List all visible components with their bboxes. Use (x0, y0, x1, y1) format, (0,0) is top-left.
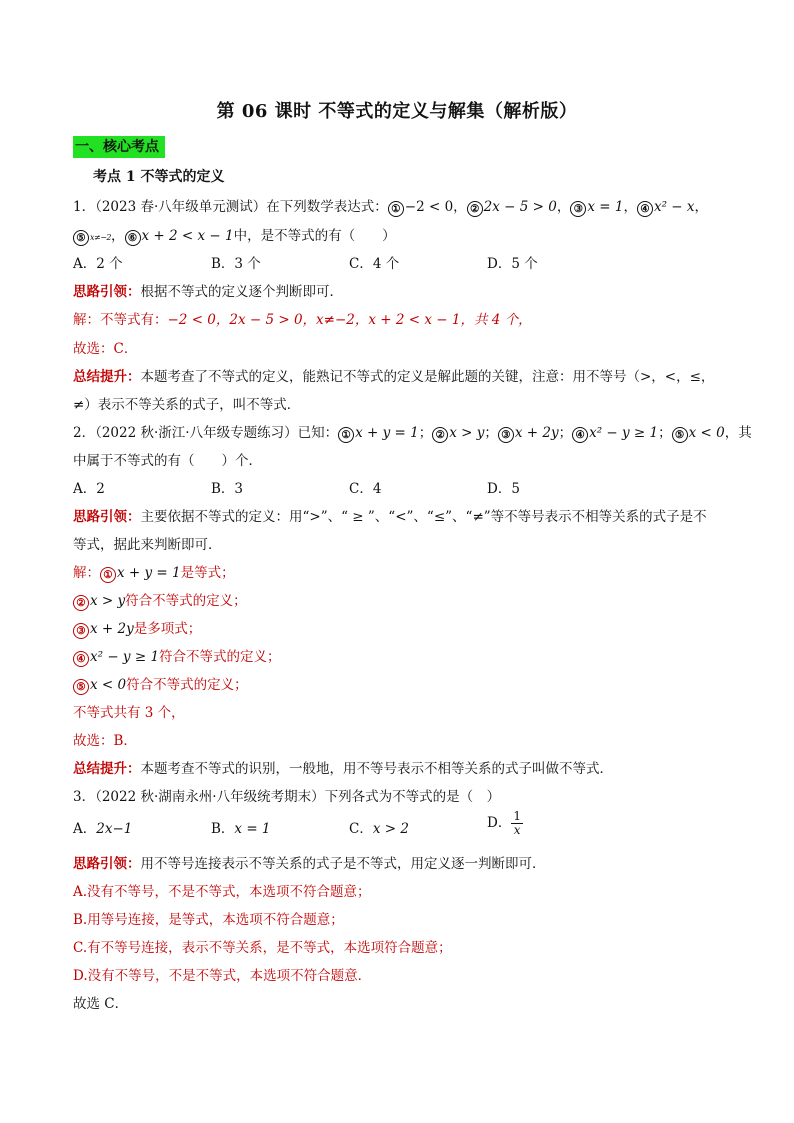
section-heading: 一、核心考点 (73, 136, 165, 158)
q3-option-a-expr: 2x−1 (96, 821, 133, 837)
q3-sol-a: A.没有不等号，不是不等式，本选项不符合题意； (73, 884, 371, 900)
q1-stem-line2: ⑤ x≠−2， ⑥ x + 2 < x − 1中，是不等式的有（ ） (73, 227, 396, 247)
q1-sol-label: 解： (73, 312, 100, 328)
q1-option-c: C．4 个 (349, 256, 400, 272)
q2-summary-label: 总结提升： (73, 761, 141, 777)
q2-e5: x < 0 (688, 425, 725, 441)
q2-answer-value: B． (113, 733, 137, 749)
q3-hint-text: 用不等号连接表示不等关系的式子是不等式，用定义逐一判断即可． (140, 856, 546, 872)
q1-summary-1 (73, 368, 714, 386)
q1-stem-line1: 1．（2023 春·八年级单元测试）在下列数学表达式： ① −2 < 0， ② 2x − 5 > 0， ③ x = 1， ④ x² − x， (73, 199, 708, 215)
q2-stem-line2: 中属于不等式的有（ ）个． (73, 453, 262, 469)
q2-option-a: A．2 (73, 481, 105, 497)
q2-s5-tail: 符合不等式的定义； (126, 677, 248, 693)
q1-hint (73, 283, 343, 301)
fraction-numerator: 1 (513, 809, 521, 823)
q1-stem-prefix: 1．（2023 春·八年级单元测试）在下列数学表达式： (73, 199, 388, 215)
q2-summary-text: 本题考查不等式的识别，一般地，用不等号表示不相等关系的式子叫做不等式． (140, 761, 613, 777)
circle-3: ③ (570, 201, 586, 217)
q2-sol-5 (73, 676, 248, 695)
q3-option-c (349, 820, 409, 838)
q2-s5-expr: x < 0 (90, 677, 127, 693)
q2-sol-3 (73, 620, 201, 639)
q3-option-b-expr: x = 1 (234, 821, 271, 837)
q1-e4: x² − x (653, 199, 695, 215)
q2-sol-label: 解： (73, 565, 100, 581)
q1-option-b: B．3 个 (211, 256, 261, 272)
page-title: 第 06 课时 不等式的定义与解集（解析版） (216, 101, 578, 122)
q2-hint-label: 思路引领： (73, 509, 141, 525)
kaodian-heading: 考点 1 不等式的定义 (93, 169, 225, 185)
q2-option-b: B．3 (211, 481, 244, 497)
q1-answer (73, 340, 137, 358)
q1-e1: −2 < 0 (404, 199, 454, 215)
q1-answer-label: 故选： (73, 341, 114, 357)
q2-option-c: C．4 (349, 481, 382, 497)
q3-sol-d: D.没有不等号，不是不等式，本选项不符合题意． (73, 968, 372, 984)
q1-option-a: A．2 个 (73, 256, 123, 272)
q2-hint-2: 等式，据此来判断即可． (73, 537, 222, 553)
q2-sol-2 (73, 592, 247, 611)
circle-1: ① (100, 567, 116, 583)
q2-s2-expr: x > y (90, 593, 126, 609)
q1-e3: x = 1 (587, 199, 624, 215)
q1-option-d: D．5 个 (487, 256, 538, 272)
q1-e5: x≠−2 (90, 233, 112, 242)
q2-e1: x + y = 1 (355, 425, 419, 441)
q2-sol-1 (73, 564, 235, 583)
circle-6: ⑥ (125, 230, 141, 246)
q2-e4: x² − y ≥ 1 (589, 425, 659, 441)
q1-summary-label: 总结提升： (73, 369, 141, 385)
q3-option-d (487, 810, 523, 837)
circle-1: ① (338, 427, 354, 443)
q2-s3-expr: x + 2y (90, 621, 134, 637)
q2-s4-expr: x² − y ≥ 1 (90, 649, 160, 665)
q2-s1-expr: x + y = 1 (117, 565, 181, 581)
q2-stem-line1: 2．（2022 秋·浙江·八年级专题练习）已知： ① x + y = 1； ② x > y； ③ x + 2y； ④ x² − y ≥ 1； ⑤ x < 0，其 (73, 425, 752, 441)
q3-option-c-label: C． (349, 821, 373, 837)
q3-option-a (73, 820, 132, 838)
q2-s1-tail: 是等式； (180, 565, 235, 581)
q2-hint-1 (73, 508, 707, 526)
circle-5: ⑤ (73, 679, 89, 695)
circle-1: ① (388, 201, 404, 217)
q3-option-b-label: B． (211, 821, 235, 837)
q2-answer (73, 732, 137, 750)
q2-sol-4 (73, 648, 281, 667)
circle-3: ③ (498, 427, 514, 443)
q1-e2: 2x − 5 > 0 (483, 199, 557, 215)
q3-option-b (211, 820, 271, 838)
q2-s3-tail: 是多项式； (133, 621, 202, 637)
q2-hint-text-1: 主要依据不等式的定义：用“>”、“ ≥ ”、“<”、“≤”、“≠”等不等号表示不相等关系的式子是不 (140, 509, 707, 525)
q1-solution (73, 311, 532, 329)
q2-s2-tail: 符合不等式的定义； (125, 593, 247, 609)
circle-2: ② (73, 595, 89, 611)
q2-option-d: D．5 (487, 481, 520, 497)
q1-summary-text-1: 本题考查了不等式的定义，能熟记不等式的定义是解此题的关键，注意：用不等号（>，<，≤， (140, 369, 715, 385)
circle-5: ⑤ (73, 230, 89, 246)
circle-4: ④ (637, 201, 653, 217)
q2-e2: x > y (449, 425, 485, 441)
q3-option-c-expr: x > 2 (372, 821, 409, 837)
q3-hint-label: 思路引领： (73, 856, 141, 872)
circle-3: ③ (73, 623, 89, 639)
q3-answer: 故选 C． (73, 996, 129, 1012)
q3-hint (73, 855, 546, 873)
q1-answer-value: C． (113, 341, 138, 357)
q1-e6: x + 2 < x − 1 (141, 228, 234, 244)
q2-stem-prefix: 2．（2022 秋·浙江·八年级专题练习）已知： (73, 425, 339, 441)
q3-option-d-fraction (511, 810, 523, 837)
q2-count: 不等式共有 3 个， (73, 705, 185, 721)
q2-e3: x + 2y (514, 425, 559, 441)
q1-summary-2: ≠）表示不等关系的式子，叫不等式． (73, 397, 301, 413)
circle-4: ④ (572, 427, 588, 443)
q1-stem-suffix: 中，是不等式的有（ ） (233, 228, 396, 244)
q2-summary (73, 760, 613, 778)
q3-option-d-label: D． (487, 815, 512, 831)
q3-option-a-label: A． (73, 821, 97, 837)
circle-5: ⑤ (672, 427, 688, 443)
q3-stem: 3．（2022 秋·湖南永州·八年级统考期末）下列各式为不等式的是（ ） (73, 789, 501, 805)
q2-stem-suffix: ，其 (724, 425, 752, 441)
q1-hint-label: 思路引领： (73, 284, 141, 300)
q2-answer-label: 故选： (73, 733, 114, 749)
q3-sol-b: B.用等号连接，是等式，本选项不符合题意； (73, 912, 344, 928)
circle-4: ④ (73, 651, 89, 667)
q1-sol-list: −2 < 0，2x − 5 > 0，x≠−2，x + 2 < x − 1，共 4 个， (167, 312, 532, 328)
q2-s4-tail: 符合不等式的定义； (159, 649, 281, 665)
q3-sol-c: C.有不等号连接，表示不等关系，是不等式，本选项符合题意； (73, 940, 452, 956)
fraction-denominator: x (513, 823, 521, 837)
circle-2: ② (432, 427, 448, 443)
circle-2: ② (467, 201, 483, 217)
q1-hint-text: 根据不等式的定义逐个判断即可． (140, 284, 343, 300)
q1-sol-prefix: 不等式有： (100, 312, 168, 328)
